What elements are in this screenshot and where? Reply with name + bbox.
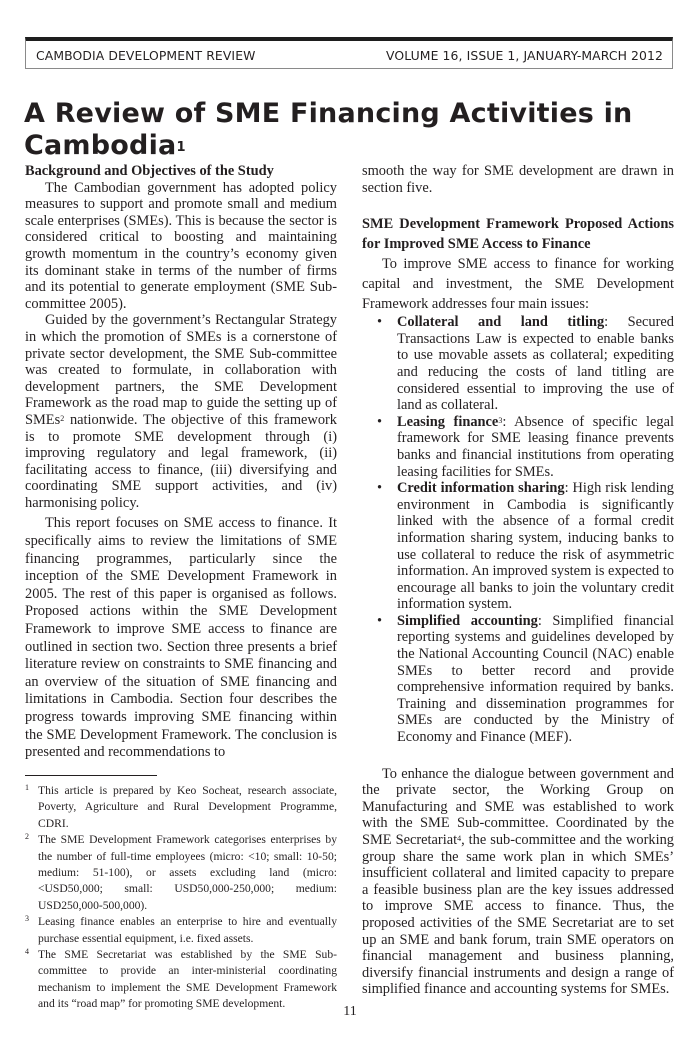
issues-list [362, 314, 674, 745]
list-item-term: Leasing finance [397, 413, 499, 430]
bullet-icon: • [377, 314, 383, 331]
footnote-item [25, 832, 337, 914]
article-title [24, 98, 684, 162]
list-item [374, 314, 674, 414]
list-item-term: Simplified accounting [397, 612, 538, 629]
journal-name: CAMBODIA DEVELOPMENT REVIEW [36, 48, 256, 63]
bullet-icon: • [377, 612, 383, 629]
paragraph-text: To enhance the dialogue between government and the private sector, the Working Group on Manufacturing and SME was established to work with the SME Sub-committee. Coordinated by the SME Secretariat [362, 765, 674, 848]
footnote-marker[interactable]: 4 [457, 834, 462, 843]
list-item-text: : Simplified financial reporting systems and guidelines developed by the National Accounting Council (NAC) enable SMEs to better record and provide comprehensive information required by banks. Training and dissemination programmes for SMEs are conducted by the Ministry of Economy and Finance (MEF). [397, 612, 674, 746]
list-item-text: : Absence of specific legal framework for SME leasing finance prevents banks and financial institutions from operating leasing facilities for SMEs. [397, 413, 675, 480]
title-footnote-marker[interactable]: 1 [176, 140, 186, 156]
paragraph: This report focuses on SME access to finance. It specifically aims to review the limitations of SME financing programmes, particularly since the inception of the SME Development Framework in 2005. The rest of this paper is organised as follows. Proposed actions within the SME Development Framework to improve SME access to finance are outlined in section two. Section three presents a brief literature review on constraints to SME financing and an overview of the situation of SME financing and limitations in Cambodia. Section four describes the progress towards improving SME financing within the SME Development Framework. The conclusion is presented and recommendations to [25, 515, 337, 761]
section-heading-background: Background and Objectives of the Study [25, 163, 274, 179]
footnote-marker[interactable]: 3 [498, 415, 503, 425]
footnote-divider [25, 775, 157, 776]
bullet-icon: • [377, 480, 383, 497]
paragraph: To improve SME access to finance for working capital and investment, the SME Development Framework addresses four main issues: [362, 256, 674, 313]
paragraph: smooth the way for SME development are drawn in section five. [362, 163, 674, 196]
list-item-text: : Secured Transactions Law is expected to enable banks to use movable assets as collateral; expediting and reducing the costs of land titling are considered essential to improving the use of land as collateral. [397, 314, 674, 414]
bullet-icon: • [377, 413, 383, 430]
issue-info: VOLUME 16, ISSUE 1, JANUARY-MARCH 2012 [386, 48, 663, 63]
list-item [374, 480, 674, 613]
footnote-item [25, 914, 337, 947]
footnote-number: 2 [25, 832, 29, 842]
paragraph [362, 766, 674, 998]
paragraph: The Cambodian government has adopted policy measures to support and promote small and medium scale enterprises (SMEs). This is because the sector is considered critical to boosting and maintaining growth momentum in the country’s economy given its dominant stake in terms of the number of firms and its potential to generate employment (SME Sub-committee 2005). [25, 179, 337, 312]
footnote-text: The SME Secretariat was established by the SME Sub-committee to provide an inter-ministerial coordinating mechanism to implement the SME Development Framework and its “road map” for promoting SME development. [38, 948, 337, 1011]
paragraph-text: Guided by the government’s Rectangular Strategy in which the promotion of SMEs is a cornerstone of private sector development, the SME Sub-committee was created to formulate, in collaboration with development partners, the SME Development Framework as the road map to guide the setting up of SMEs [25, 312, 337, 428]
footnote-item [25, 947, 337, 1013]
list-item [374, 414, 674, 480]
footnote-text: This article is prepared by Keo Socheat, research associate, Poverty, Agriculture and Rural Development Programme, CDRI. [38, 784, 337, 830]
page-number: 11 [343, 1004, 357, 1019]
list-item [374, 613, 674, 746]
footnote-number: 1 [25, 783, 29, 792]
footnote-number: 3 [25, 914, 29, 924]
article-title-text: A Review of SME Financing Activities in Cambodia [24, 98, 633, 162]
list-item-term: Credit information sharing [397, 480, 565, 497]
paragraph [25, 312, 337, 511]
paragraph-text: , the sub-committee and the working group share the same work plan in which SMEs’ insufficient collateral and limited capacity to prepare a feasible business plan are the key issues addressed to improve SME access to finance. Thus, the proposed activities of the SME Secretariat are to set up an SME and bank forum, train SME operators on financial management and business planning, diversify financial instruments and design a range of simplified finance and accounting systems for SMEs. [362, 832, 674, 998]
footnotes [25, 783, 337, 1013]
footnote-number: 4 [25, 947, 29, 957]
footnote-text: Leasing finance enables an enterprise to hire and eventually purchase essential equipment, i.e. fixed assets. [38, 915, 337, 945]
list-item-text: : High risk lending environment in Cambodia is significantly linked with the absence of a formal credit information sharing system, inducing banks to use collateral to reduce the risk of asymmetric information. An improved system is expected to encourage all banks to join the voluntary credit information system. [397, 480, 675, 613]
right-column [362, 163, 674, 998]
paragraph-text: nationwide. The objective of this framework is to promote SME development through (i) improving regulatory and legal framework, (ii) facilitating access to finance, (iii) diversifying and coordinating SME support activities, and (iv) harmonising policy. [25, 411, 337, 511]
running-header [25, 37, 673, 69]
footnote-marker[interactable]: 2 [60, 413, 65, 423]
left-column [25, 163, 337, 762]
section-heading-framework: SME Development Framework Proposed Actions for Improved SME Access to Finance [362, 216, 674, 253]
footnote-item [25, 783, 337, 832]
list-item-term: Collateral and land titling [397, 314, 605, 331]
footnote-text: The SME Development Framework categorises enterprises by the number of full-time employees (micro: <10; small: 10-50; medium: 51-100), or assets excluding land (micro: <USD50,000; small: USD50,000-250,000; medium: USD250,000-500,000). [38, 833, 337, 912]
